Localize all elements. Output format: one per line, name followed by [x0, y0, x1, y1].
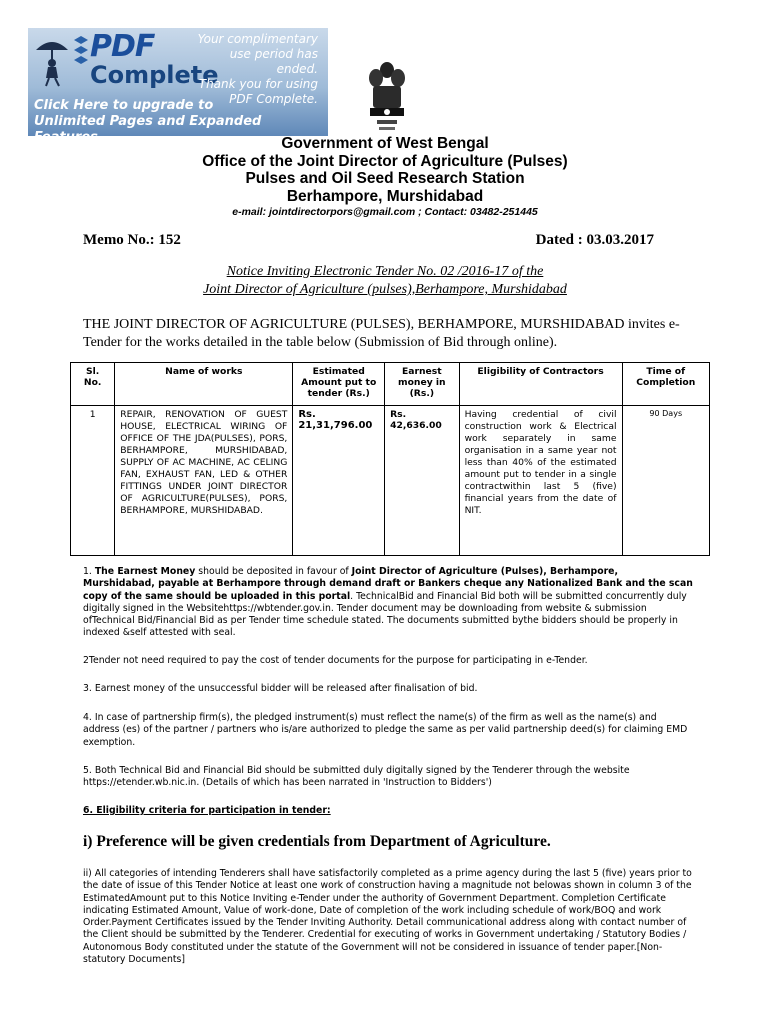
header-location: Berhampore, Murshidabad: [286, 188, 484, 205]
header-contact: e-mail: jointdirectorpors@gmail.com ; Contact: 03482-251445: [232, 206, 538, 218]
clause-1-bold-2: Joint Director of Agriculture (Pulses), Berhampore, Murshidabad, payable at Berhampore through demand draft or Bankers cheque any Nationalized Bank and the scan copy of the same should be uploaded in this portal: [83, 566, 693, 602]
logo-pdf-text: PDF: [90, 29, 155, 64]
umbrella-figure-icon: [32, 34, 72, 86]
clause-5: 5. Both Technical Bid and Financial Bid should be submitted duly digitally signed by the Tenderer through the website https://etender.wb.nic.in. (Details of which has been narrated in 'Instruction to Bidders'): [83, 765, 630, 789]
clause-6-ii: ii) All categories of intending Tenderers shall have satisfactorily completed as a prime agency during the last 5 (five) years prior to the date of issue of this Tender Notice at least one work of construction having a magnitude not belowas shown in column 3 of the EstimatedAmount put to this Notice Inviting e-Tender under the authority of Government Department. Completion Certificate indicating Estimated Amount, Value of work-done, Date of completion of the work including schedule of work/BOQ and work Order.Payment Certificates issued by the Tender Inviting Authority. Detail communicational address along with contact number of the Client should be submitted by the Tenderer. Credential for executing of works in Government undertaking / Statutory Bodies / Autonomous Body constituted under the statute of the Government will not be considered in issuance of tender paper.[Non-statutory Documents]: [83, 868, 692, 966]
col-header-earnest: Earnest money in (Rs.): [385, 363, 459, 406]
col-header-time: Time of Completion: [622, 363, 709, 406]
clause-2: 2Tender not need required to pay the cost of tender documents for the purpose for participating in e-Tender.: [83, 655, 588, 666]
pdf-complete-banner[interactable]: [28, 28, 328, 145]
logo-complete-text: Complete: [90, 61, 219, 89]
works-table: [70, 362, 710, 556]
trial-message: [188, 32, 318, 107]
preference-heading: i) Preference will be given credentials from Department of Agriculture.: [83, 833, 551, 850]
trial-message-line: Thank you for using: [198, 77, 318, 91]
clause-1-mid: should be deposited in favour of: [195, 566, 352, 577]
notice-title-line: Notice Inviting Electronic Tender No. 02 /2016-17 of the: [226, 264, 544, 279]
trial-message-line: use period has ended.: [229, 47, 318, 76]
clause-6-heading: 6. Eligibility criteria for participation in tender:: [83, 805, 331, 816]
cell-eligibility: Having credential of civil construction work & Electrical work separately in same organisation in a same year not less than 40% of the estimated amount put to tender in a single contractwithin last 5 (five) financial years from the date of NIT.: [459, 406, 622, 556]
header-government: Government of West Bengal: [281, 135, 489, 152]
clause-1-prefix: 1.: [83, 566, 95, 577]
memo-date: Dated : 03.03.2017: [535, 232, 654, 248]
upgrade-link-line[interactable]: Unlimited Pages and Expanded Features: [34, 114, 262, 145]
trial-message-line: PDF Complete.: [229, 92, 318, 106]
col-header-sl: Sl. No.: [71, 363, 115, 406]
col-header-name: Name of works: [115, 363, 293, 406]
header-station: Pulses and Oil Seed Research Station: [245, 170, 525, 187]
header-office: Office of the Joint Director of Agriculture (Pulses): [202, 153, 568, 170]
cell-earnest: Rs. 42,636.00: [385, 406, 459, 556]
notice-title-line: Joint Director of Agriculture (pulses),Berhampore, Murshidabad: [203, 282, 567, 297]
cell-sl: 1: [71, 406, 115, 556]
table-row: [71, 406, 710, 556]
clause-1-bold-1: The Earnest Money: [94, 566, 196, 577]
cell-amount: Rs. 21,31,796.00: [293, 406, 385, 556]
clause-1: [83, 566, 693, 640]
intro-paragraph: THE JOINT DIRECTOR OF AGRICULTURE (PULSES), BERHAMPORE, MURSHIDABAD invites e-Tender for the works detailed in the table below (Submission of Bid through online).: [83, 317, 680, 350]
upgrade-link-line[interactable]: Click Here to upgrade to: [34, 98, 214, 113]
trial-message-line: Your complimentary: [197, 32, 318, 46]
state-emblem-icon: [365, 60, 409, 134]
clause-4: 4. In case of partnership firm(s), the pledged instrument(s) must reflect the name(s) of the firm as well as the name(s) and address (es) of the partner / partners who is/are authorized to pledge the same as per valid partnership deed(s) for claiming EMD exemption.: [83, 712, 688, 748]
table-header-row: [71, 363, 710, 406]
chevron-stack-icon: [72, 34, 90, 74]
cell-name: REPAIR, RENOVATION OF GUEST HOUSE, ELECTRICAL WIRING OF OFFICE OF THE JDA(PULSES), PORS, BERHAMPORE, MURSHIDABAD, SUPPLY OF AC MACHINE, AC CELING FAN, EXHAUST FAN, LED & OTHER FITTINGS UNDER JOINT DIRECTOR OF AGRICULTURE(PULSES), PORS, BERHAMPORE, MURSHIDABAD.: [115, 406, 293, 556]
col-header-eligibility: Eligibility of Contractors: [459, 363, 622, 406]
clause-1-rest: . TechnicalBid and Financial Bid both will be submitted concurrently duly digitally signed in the Websitehttps://wbtender.gov.in. Tender document may be downloading from website & submission ofTechnical Bid/Financial Bid as per Tender time schedule stated. The documents submitted bythe bidders should be properly in indexed &self attested with seal.: [83, 590, 687, 639]
cell-time: 90 Days: [622, 406, 709, 556]
memo-number: Memo No.: 152: [83, 232, 181, 248]
clause-3: 3. Earnest money of the unsuccessful bidder will be released after finalisation of bid.: [83, 683, 478, 694]
col-header-amount: Estimated Amount put to tender (Rs.): [293, 363, 385, 406]
